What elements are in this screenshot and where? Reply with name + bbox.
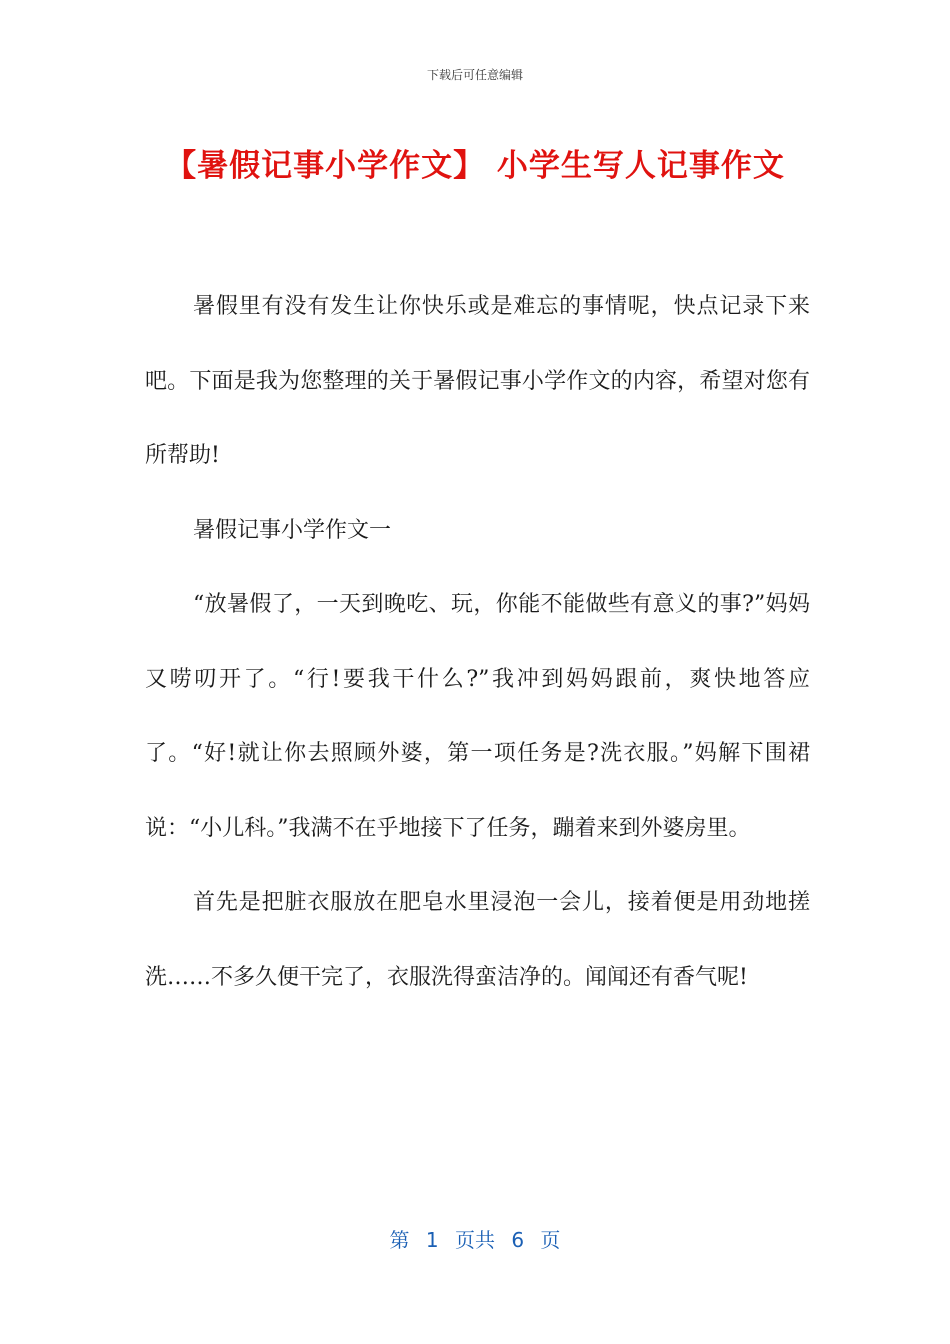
document-body xyxy=(145,270,810,1015)
paragraph-story-2: 首先是把脏衣服放在肥皂水里浸泡一会儿，接着便是用劲地搓洗……不多久便干完了，衣服洗得蛮洁净的。闻闻还有香气呢! xyxy=(145,890,810,990)
page-number-footer: 第 1 页共 6 页 xyxy=(389,1228,561,1252)
header-note: 下载后可任意编辑 xyxy=(426,68,523,82)
document-title: 【暑假记事小学作文】 小学生写人记事作文 xyxy=(165,148,785,184)
paragraph-intro: 暑假里有没有发生让你快乐或是难忘的事情呢，快点记录下来吧。下面是我为您整理的关于暑假记事小学作文的内容，希望对您有所帮助! xyxy=(145,294,810,468)
paragraph-story-1: “放暑假了，一天到晚吃、玩，你能不能做些有意义的事?”妈妈又唠叨开了。“行!要我干什么?”我冲到妈妈跟前，爽快地答应了。“好!就让你去照顾外婆，第一项任务是?洗衣服。”妈解下围裙说：“小儿科。”我满不在乎地接下了任务，蹦着来到外婆房里。 xyxy=(145,592,810,841)
paragraph-subheading: 暑假记事小学作文一 xyxy=(193,517,392,543)
